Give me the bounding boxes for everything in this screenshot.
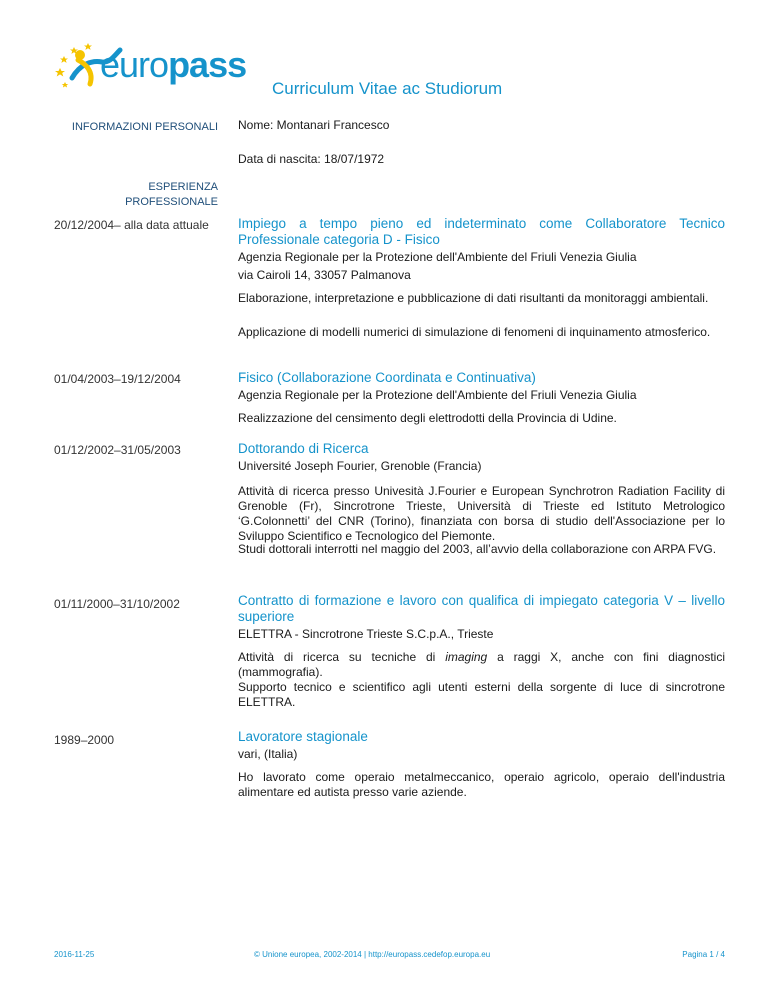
job-address: via Cairoli 14, 33057 Palmanova	[238, 268, 411, 282]
job-description: Attività di ricerca su tecniche di imaging a raggi X, anche con fini diagnostici (mammografia).	[238, 650, 725, 679]
section-experience: ESPERIENZA PROFESSIONALE	[125, 181, 218, 208]
job-employer: vari, (Italia)	[238, 747, 298, 761]
job-employer: Agenzia Regionale per la Protezione dell'Ambiente del Friuli Venezia Giulia	[238, 388, 637, 402]
job-description: Realizzazione del censimento degli elettrodotti della Provincia di Udine.	[238, 411, 617, 425]
job-dates: 1989–2000	[54, 733, 115, 747]
personal-birth: Data di nascita: 18/07/1972	[238, 152, 385, 166]
brand-wordmark: europass	[100, 44, 247, 85]
job-title: Fisico (Collaborazione Coordinata e Continuativa)	[238, 370, 536, 385]
job-dates: 20/12/2004– alla data attuale	[54, 218, 209, 232]
job-description: Elaborazione, interpretazione e pubblicazione di dati risultanti da monitoraggi ambientali.	[238, 291, 709, 305]
job-title: Contratto di formazione e lavoro con qualifica di impiegato categoria V – livello superiore	[238, 593, 725, 624]
job-description: Applicazione di modelli numerici di simulazione di fenomeni di inquinamento atmosferico.	[238, 325, 711, 339]
job-description: Supporto tecnico e scientifico agli utenti esterni della sorgente di luce di sincrotrone ELETTRA.	[238, 680, 725, 709]
job-dates: 01/12/2002–31/05/2003	[54, 443, 181, 457]
job-employer: ELETTRA - Sincrotrone Trieste S.C.p.A., Trieste	[238, 627, 494, 641]
job-dates: 01/11/2000–31/10/2002	[54, 597, 180, 611]
page-number: Pagina 1 / 4	[682, 950, 725, 959]
job-description: Attività di ricerca presso Univesità J.Fourier e European Synchrotron Radiation Facility di Grenoble (Fr), Sincrotrone Trieste, Università di Trieste ed Istituto Metrologico ‘G.Colonnetti’ del CNR (Torino), finanziata con borsa di studio dell'Associazione per lo Sviluppo Scientifico e Tecnologico del Piemonte.	[238, 484, 725, 543]
job-employer: Université Joseph Fourier, Grenoble (Francia)	[238, 459, 482, 473]
footer-date: 2016-11-25	[54, 950, 95, 959]
job-title: Lavoratore stagionale	[238, 729, 368, 744]
footer-copyright[interactable]: © Unione europea, 2002-2014 | http://europass.cedefop.europa.eu	[254, 950, 491, 959]
job-title: Dottorando di Ricerca	[238, 441, 369, 456]
job-description: Ho lavorato come operaio metalmeccanico, operaio agricolo, operaio dell'industria alimentare ed autista presso varie aziende.	[238, 770, 725, 799]
job-description: Studi dottorali interrotti nel maggio del 2003, all’avvio della collaborazione con ARPA FVG.	[238, 542, 717, 556]
job-title: Impiego a tempo pieno ed indeterminato come Collaboratore Tecnico Professionale categoria D - Fisico	[238, 216, 725, 247]
job-employer: Agenzia Regionale per la Protezione dell'Ambiente del Friuli Venezia Giulia	[238, 250, 637, 264]
page-title: Curriculum Vitae ac Studiorum	[272, 79, 503, 98]
job-dates: 01/04/2003–19/12/2004	[54, 372, 181, 386]
personal-name: Nome: Montanari Francesco	[238, 118, 390, 132]
section-personal-info: INFORMAZIONI PERSONALI	[71, 121, 218, 133]
